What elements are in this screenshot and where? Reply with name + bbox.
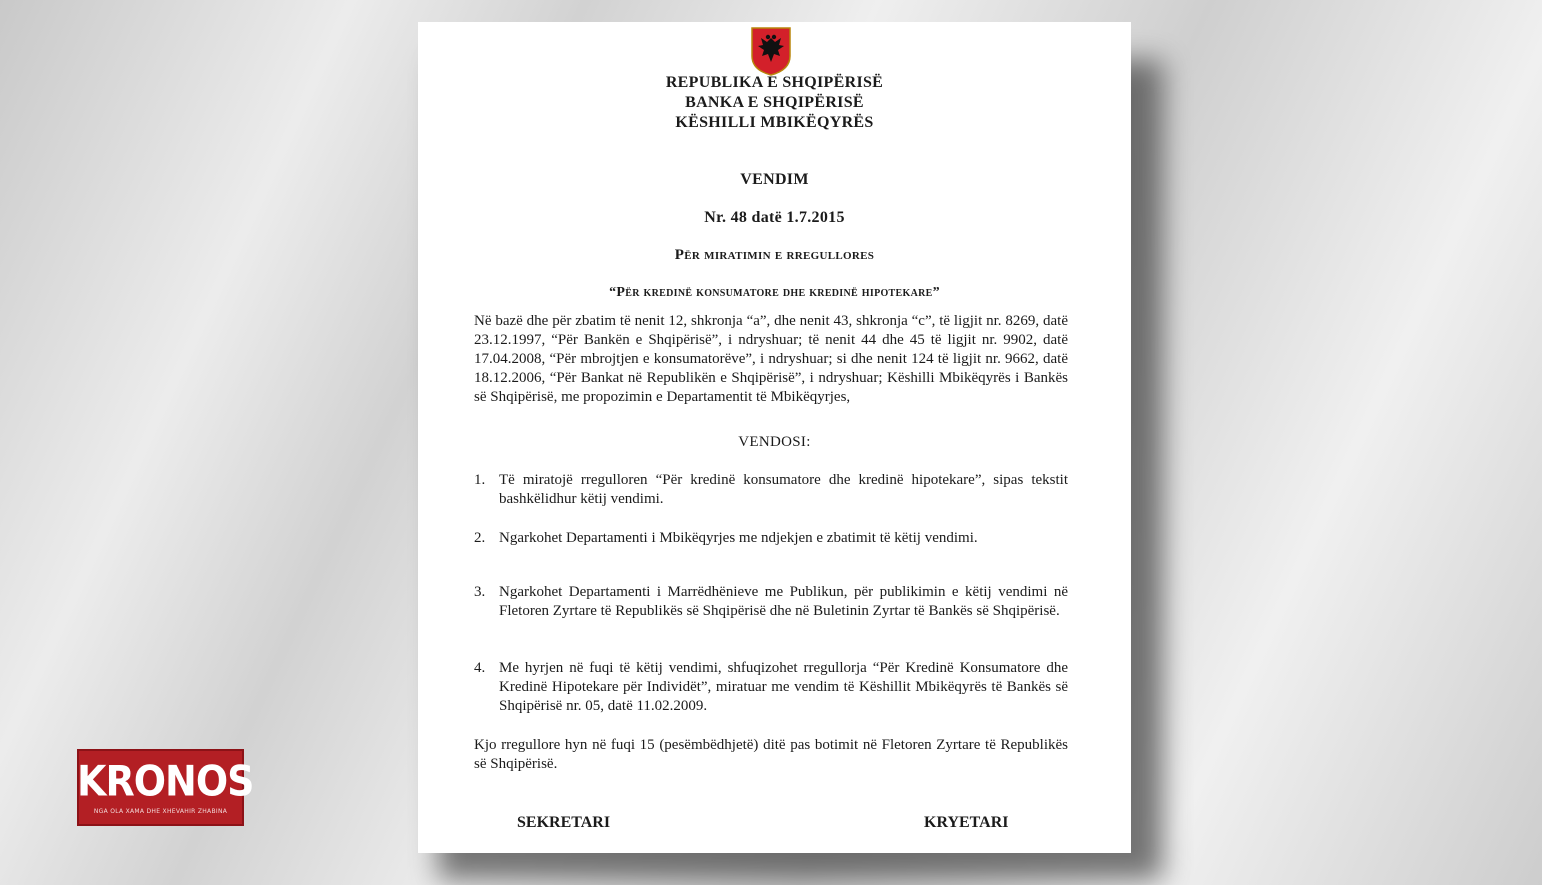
- logo-title: KRONOS: [77, 756, 254, 806]
- signature-secretary: SEKRETARI: [517, 814, 611, 831]
- preamble-paragraph: Në bazë dhe për zbatim të nenit 12, shkronja “a”, dhe nenit 43, shkronja “c”, të ligjit nr. 8269, datë 23.12.1997, “Për Bankën e Shqipërisë”, i ndryshuar; të nenit 44 dhe 45 të ligjit nr. 9902, datë 17.04.2008, “Për mbrojtjen e konsumatorëve”, i ndryshuar; si dhe nenit 124 të ligjit nr. 9662, datë 18.12.2006, “Për Bankat në Republikën e Shqipërisë”, i ndryshuar; Këshilli Mbikëqyrës i Bankës së Shqipërisë, me propozimin e Departamentit të Mbikëqyrjes,: [474, 313, 1068, 405]
- item-number: 3.: [474, 584, 486, 600]
- item-number: 2.: [474, 530, 486, 546]
- decision-number-date: Nr. 48 datë 1.7.2015: [704, 209, 845, 226]
- regulation-title: “Për kredinë konsumatore dhe kredinë hipotekare”: [609, 285, 940, 300]
- header-line-council: KËSHILLI MBIKËQYRËS: [675, 114, 874, 131]
- header-line-bank: BANKA E SHQIPËRISË: [685, 94, 864, 111]
- item-text: Ngarkohet Departamenti i Marrëdhënieve me Publikun, për publikimin e këtij vendimi në Fletoren Zyrtare të Republikës së Shqipërisë dhe në Buletinin Zyrtar të Bankës së Shqipërisë.: [499, 584, 1068, 619]
- logo-subtitle: NGA OLA XAMA DHE XHEVAHIR ZHABINA: [93, 808, 228, 815]
- signature-chairman: KRYETARI: [924, 814, 1009, 831]
- albanian-emblem-icon: [750, 26, 792, 76]
- item-text: Ngarkohet Departamenti i Mbikëqyrjes me ndjekjen e zbatimit të këtij vendimi.: [499, 530, 978, 546]
- document-title: VENDIM: [740, 171, 809, 188]
- decision-subject: Për miratimin e rregullores: [674, 247, 875, 263]
- decides-heading: VENDOSI:: [738, 434, 811, 450]
- document-page: [418, 22, 1131, 853]
- header-line-republic: REPUBLIKA E SHQIPËRISË: [665, 74, 884, 91]
- item-number: 1.: [474, 472, 486, 488]
- item-number: 4.: [474, 660, 486, 676]
- kronos-logo: [77, 749, 254, 826]
- closing-paragraph: Kjo rregullore hyn në fuqi 15 (pesëmbëdhjetë) ditë pas botimit në Fletoren Zyrtare të Republikës së Shqipërisë.: [474, 737, 1068, 772]
- item-text: Me hyrjen në fuqi të këtij vendimi, shfuqizohet rregullorja “Për Kredinë Konsumatore dhe Kredinë Hipotekare për Individët”, miratuar me vendim të Këshillit Mbikëqyrës të Bankës së Shqipërisë nr. 05, datë 11.02.2009.: [499, 660, 1068, 714]
- item-text: Të miratojë rregulloren “Për kredinë konsumatore dhe kredinë hipotekare”, sipas tekstit bashkëlidhur këtij vendimi.: [499, 472, 1068, 507]
